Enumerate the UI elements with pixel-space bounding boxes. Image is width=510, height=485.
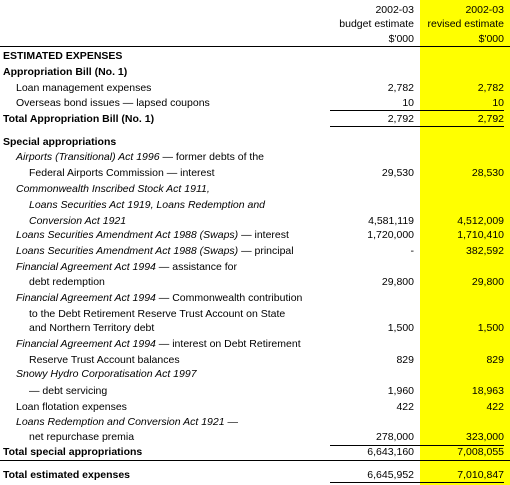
header-unit-row bbox=[0, 31, 510, 47]
budget-value: 29,800 bbox=[381, 276, 414, 288]
row-label: ESTIMATED EXPENSES bbox=[3, 50, 123, 62]
act-name: Financial Agreement Act 1994 bbox=[16, 338, 156, 350]
revised-value: 4,512,009 bbox=[457, 215, 504, 227]
grand-total-row bbox=[0, 467, 510, 483]
row-label: Loan management expenses bbox=[16, 82, 152, 94]
budget-value: 4,581,119 bbox=[368, 215, 414, 227]
act-name: Loans Securities Act 1919, Loans Redemption and bbox=[29, 199, 266, 211]
row-label: Special appropriations bbox=[3, 136, 117, 148]
header-rule bbox=[0, 46, 510, 47]
row-label-rest: — assistance for bbox=[155, 261, 238, 273]
budget-value: 1,960 bbox=[387, 385, 414, 397]
table-row bbox=[0, 227, 510, 243]
revised-value: 1,500 bbox=[477, 322, 504, 334]
total-row bbox=[0, 444, 510, 460]
revised-value: 29,800 bbox=[471, 276, 504, 288]
row-label: and Northern Territory debt bbox=[29, 322, 155, 334]
row-label: Appropriation Bill (No. 1) bbox=[3, 66, 128, 78]
row-label: Total estimated expenses bbox=[3, 469, 131, 481]
table-row bbox=[0, 181, 510, 197]
table-row bbox=[0, 259, 510, 275]
table-row bbox=[0, 336, 510, 352]
table-row bbox=[0, 165, 510, 181]
table-row bbox=[0, 149, 510, 165]
table-row bbox=[0, 320, 510, 336]
revised-value: 422 bbox=[486, 401, 504, 413]
budget-value: 6,645,952 bbox=[367, 469, 414, 481]
table-row bbox=[0, 243, 510, 259]
budget-value: 422 bbox=[396, 401, 414, 413]
revised-value: 7,008,055 bbox=[457, 446, 504, 458]
budget-value: 6,643,160 bbox=[367, 446, 414, 458]
section-rule bbox=[0, 460, 510, 461]
revised-value: 10 bbox=[492, 97, 504, 109]
header-label-row bbox=[0, 16, 510, 32]
col2-year: 2002-03 bbox=[465, 4, 504, 16]
col1-unit: $'000 bbox=[388, 33, 414, 45]
revised-value: 7,010,847 bbox=[457, 469, 504, 481]
budget-value: 1,500 bbox=[387, 322, 414, 334]
table-row bbox=[0, 274, 510, 290]
row-label-rest: — interest on Debt Retirement bbox=[155, 338, 301, 350]
row-label: Total special appropriations bbox=[3, 446, 143, 458]
act-name: Loans Securities Amendment Act 1988 (Swaps) bbox=[16, 229, 239, 241]
budget-value: 29,530 bbox=[381, 167, 414, 179]
budget-value: 278,000 bbox=[376, 431, 414, 443]
budget-value: 10 bbox=[402, 97, 414, 109]
section-heading bbox=[0, 48, 510, 64]
table-row bbox=[0, 80, 510, 96]
revised-value: 28,530 bbox=[471, 167, 504, 179]
revised-value: 829 bbox=[486, 354, 504, 366]
act-name: Financial Agreement Act 1994 bbox=[16, 292, 156, 304]
act-name: Loans Securities Amendment Act 1988 (Swaps) bbox=[16, 245, 239, 257]
act-name: Financial Agreement Act 1994 bbox=[16, 261, 156, 273]
col2-label: revised estimate bbox=[427, 18, 504, 30]
grand-total-rule bbox=[330, 482, 504, 483]
row-label-rest: — Commonwealth contribution bbox=[155, 292, 303, 304]
row-label: Reserve Trust Account balances bbox=[29, 354, 180, 366]
row-label: Overseas bond issues — lapsed coupons bbox=[16, 97, 210, 109]
col1-year: 2002-03 bbox=[375, 4, 414, 16]
table-row bbox=[0, 414, 510, 430]
budget-value: 2,792 bbox=[387, 113, 414, 125]
table-row bbox=[0, 366, 510, 382]
revised-value: 18,963 bbox=[471, 385, 504, 397]
row-label-rest: — former debts of the bbox=[159, 151, 265, 163]
act-name: Loans Redemption and Conversion Act 1921 — bbox=[16, 416, 238, 428]
act-name: Commonwealth Inscribed Stock Act 1911, bbox=[16, 183, 210, 195]
table-row bbox=[0, 399, 510, 415]
table-row bbox=[0, 95, 510, 111]
row-label: debt redemption bbox=[29, 276, 105, 288]
act-name: Snowy Hydro Corporatisation Act 1997 bbox=[16, 368, 197, 380]
row-label: net repurchase premia bbox=[29, 431, 135, 443]
revised-value: 382,592 bbox=[466, 245, 504, 257]
row-label-rest: — principal bbox=[238, 245, 294, 257]
revised-value: 323,000 bbox=[466, 431, 504, 443]
table-row bbox=[0, 429, 510, 445]
budget-value: - bbox=[410, 245, 414, 257]
budget-value: 2,782 bbox=[387, 82, 414, 94]
col2-unit: $'000 bbox=[478, 33, 504, 45]
row-label-rest: — interest bbox=[238, 229, 289, 241]
table-row bbox=[0, 290, 510, 306]
budget-value: 829 bbox=[396, 354, 414, 366]
table-row bbox=[0, 197, 510, 213]
act-name: Conversion Act 1921 bbox=[29, 215, 127, 227]
subsection-heading bbox=[0, 134, 510, 150]
subtotal-rule bbox=[330, 126, 504, 127]
act-name: Airports (Transitional) Act 1996 bbox=[16, 151, 160, 163]
revised-value: 1,710,410 bbox=[457, 229, 504, 241]
row-label: Total Appropriation Bill (No. 1) bbox=[3, 113, 155, 125]
row-label: to the Debt Retirement Reserve Trust Account on State bbox=[29, 308, 286, 320]
table-row bbox=[0, 383, 510, 399]
revised-value: 2,782 bbox=[477, 82, 504, 94]
subsection-heading bbox=[0, 64, 510, 80]
row-label: Federal Airports Commission — interest bbox=[29, 167, 215, 179]
row-label: Loan flotation expenses bbox=[16, 401, 127, 413]
total-row bbox=[0, 111, 510, 127]
revised-value: 2,792 bbox=[477, 113, 504, 125]
budget-value: 1,720,000 bbox=[367, 229, 414, 241]
row-label: — debt servicing bbox=[29, 385, 108, 397]
col1-label: budget estimate bbox=[339, 18, 414, 30]
